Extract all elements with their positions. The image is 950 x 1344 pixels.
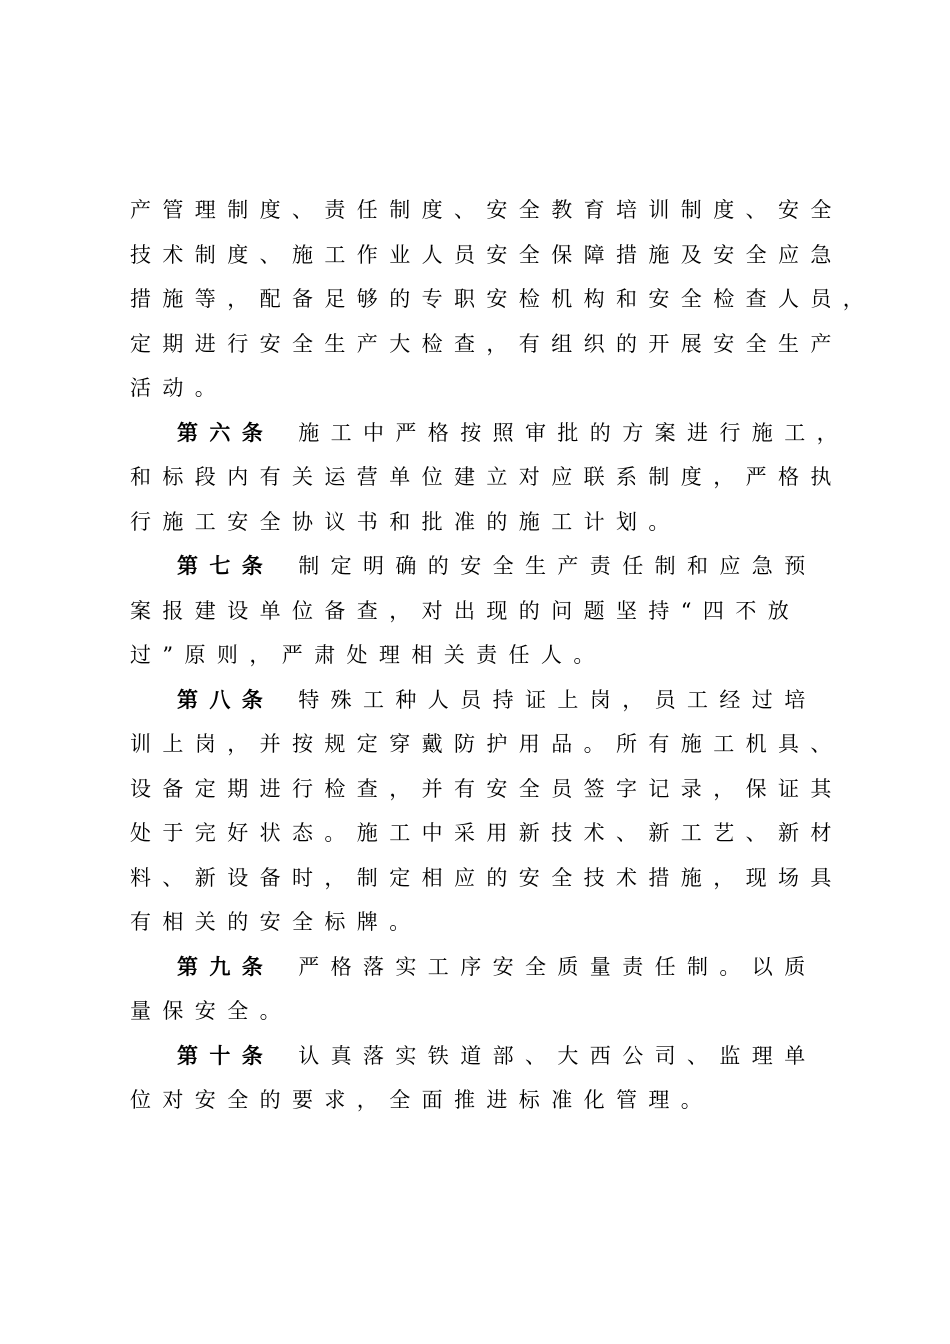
article-6 (130, 411, 850, 545)
article-10 (130, 1034, 850, 1123)
article-8 (130, 678, 850, 945)
text-line: 施工中严格按照审批的方案进行施工， (298, 420, 850, 445)
article-heading: 第十条 (177, 1042, 275, 1068)
article-first-line (130, 945, 850, 990)
text-line: 有相关的安全标牌。 (130, 910, 422, 934)
article-9 (130, 945, 850, 1034)
text-line: 设备定期进行检查，并有安全员签字记录，保证其 (130, 776, 843, 801)
text-line: 料、新设备时，制定相应的安全技术措施，现场具 (130, 865, 843, 890)
article-heading: 第七条 (177, 553, 275, 578)
text-line: 产管理制度、责任制度、安全教育培训制度、安全 (130, 198, 843, 222)
text-line: 措施等，配备足够的专职安检机构和安全检查人员， (130, 287, 876, 311)
text-line: 过”原则，严肃处理相关责任人。 (130, 643, 606, 667)
text-line: 特殊工种人员持证上岗，员工经过培 (298, 687, 817, 712)
article-heading: 第八条 (177, 686, 275, 712)
article-7 (130, 544, 850, 678)
text-line: 认真落实铁道部、大西公司、监理单 (298, 1043, 817, 1068)
paragraph-continuation (130, 188, 876, 411)
text-line: 严格落实工序安全质量责任制。以质 (298, 954, 817, 979)
text-line: 训上岗，并按规定穿戴防护用品。所有施工机具、 (130, 732, 843, 756)
article-first-line (130, 678, 850, 723)
article-first-line (130, 544, 850, 589)
article-first-line (130, 411, 850, 456)
text-line: 位对安全的要求，全面推进标准化管理。 (130, 1088, 714, 1112)
text-line: 制定明确的安全生产责任制和应急预 (298, 554, 817, 578)
article-heading: 第六条 (177, 419, 275, 445)
text-line: 和标段内有关运营单位建立对应联系制度，严格执 (130, 465, 843, 489)
text-line: 案报建设单位备查，对出现的问题坚持“四不放 (130, 598, 801, 623)
article-heading: 第九条 (177, 953, 275, 979)
text-line: 活动。 (130, 376, 228, 400)
article-first-line (130, 1034, 850, 1079)
text-line: 量保安全。 (130, 999, 292, 1023)
text-line: 技术制度、施工作业人员安全保障措施及安全应急 (130, 242, 843, 267)
text-line: 定期进行安全生产大检查，有组织的开展安全生产 (130, 331, 843, 356)
text-line: 行施工安全协议书和批准的施工计划。 (130, 509, 681, 534)
document-body (130, 188, 876, 1123)
text-line: 处于完好状态。施工中采用新技术、新工艺、新材 (130, 821, 843, 845)
